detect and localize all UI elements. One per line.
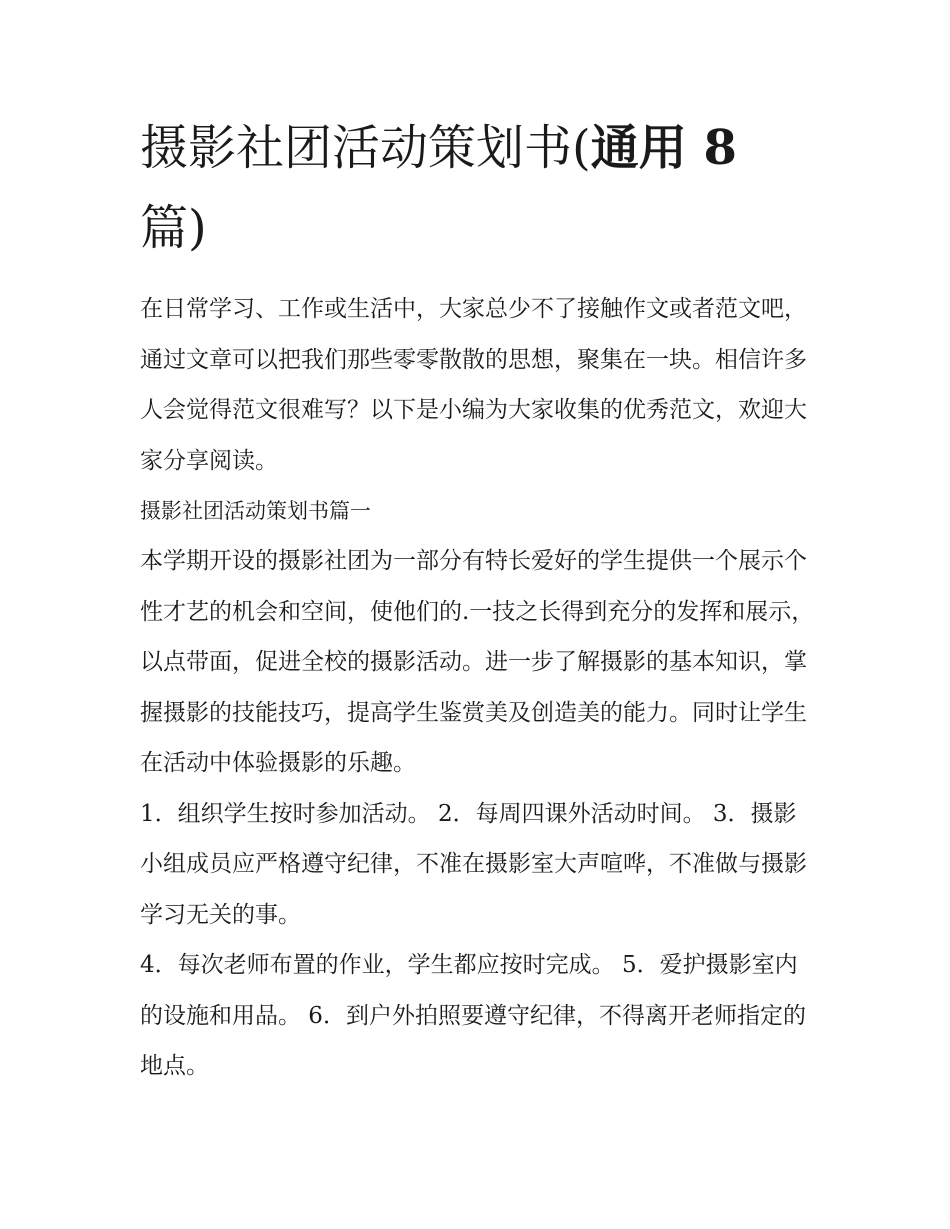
document-title xyxy=(140,108,815,268)
title-line2: 篇) xyxy=(140,200,207,256)
rules-paragraph-2: 4．每次老师布置的作业，学生都应按时完成。 5．爱护摄影室内的设施和用品。 6．到户外拍照要遵守纪律，不得离开老师指定的地点。 xyxy=(140,952,806,1079)
document-body xyxy=(140,108,815,1092)
title-bold: 通用 8 xyxy=(590,120,737,176)
intro-paragraph: 在日常学习、工作或生活中，大家总少不了接触作文或者范文吧，通过文章可以把我们那些零零散散的思想，聚集在一块。相信许多人会觉得范文很难写？以下是小编为大家收集的优秀范文，欢迎大家分享阅读。 xyxy=(140,296,807,474)
title-main: 摄影社团活动策划书( xyxy=(140,120,591,176)
body-paragraph-1: 本学期开设的摄影社团为一部分有特长爱好的学生提供一个展示个性才艺的机会和空间，使他们的.一技之长得到充分的发挥和展示，以点带面，促进全校的摄影活动。进一步了解摄影的基本知识，掌握摄影的技能技巧，提高学生鉴赏美及创造美的能力。同时让学生在活动中体验摄影的乐趣。 xyxy=(140,548,815,776)
section-heading: 摄影社团活动策划书篇一 xyxy=(140,499,371,523)
rules-paragraph-1: 1．组织学生按时参加活动。 2．每周四课外活动时间。 3．摄影小组成员应严格遵守纪律，不准在摄影室大声喧哗，不准做与摄影学习无关的事。 xyxy=(140,800,807,928)
